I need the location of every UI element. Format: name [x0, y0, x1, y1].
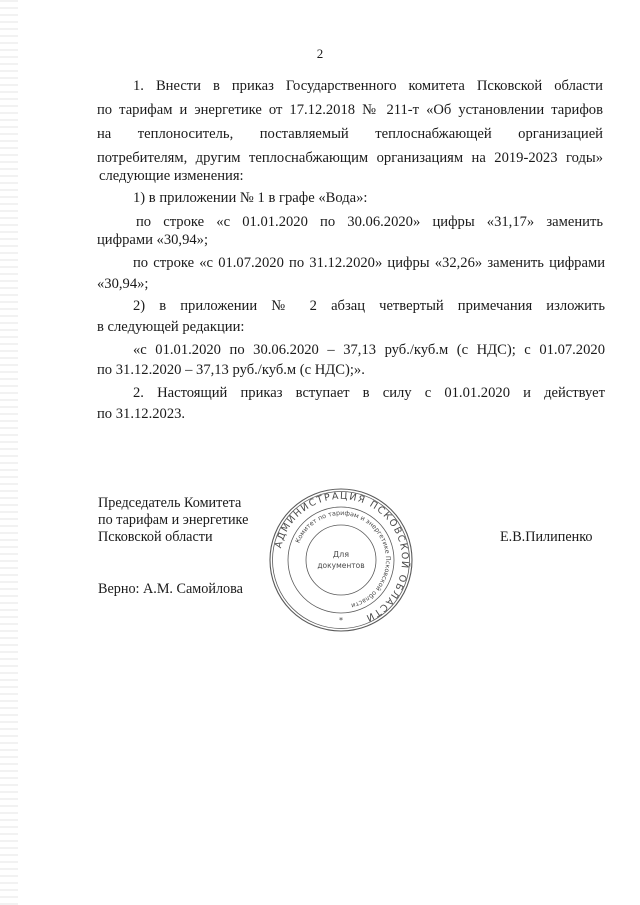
p7-line2: по 31.12.2023.: [97, 406, 186, 422]
p4-line2: «30,94»;: [97, 276, 149, 292]
p6-line1: «с 01.01.2020 по 30.06.2020 – 37,13 руб./куб.м (с НДС); с 01.07.2020: [133, 342, 605, 358]
p4-line1: по строке «с 01.07.2020 по 31.12.2020» цифры «32,26» заменить цифрами: [133, 255, 605, 271]
p1-line3: на теплоноситель, поставляемый теплоснабжающей организацией: [97, 126, 603, 142]
signer-position-line2: по тарифам и энергетике: [98, 512, 249, 528]
p1-line2: по тарифам и энергетике от 17.12.2018 № 211-т «Об установлении тарифов: [97, 102, 603, 118]
seal-outer-text: АДМИНИСТРАЦИЯ ПСКОВСКОЙ ОБЛАСТИ: [273, 490, 411, 624]
signer-position-line3: Псковской области: [98, 529, 213, 545]
seal-center-line2: документов: [317, 561, 365, 570]
scan-edge: [0, 0, 18, 905]
page-number: 2: [316, 46, 324, 61]
p1-line1: 1. Внести в приказ Государственного комитета Псковской области: [133, 78, 603, 94]
p5-line2: в следующей редакции:: [97, 319, 245, 335]
p6-line2: по 31.12.2020 – 37,13 руб./куб.м (с НДС);».: [97, 362, 365, 378]
p2-line1: 1) в приложении № 1 в графе «Вода»:: [133, 190, 368, 206]
p3-line2: цифрами «30,94»;: [97, 232, 209, 248]
seal-inner-text: Комитет по тарифам и энергетике Псковской области: [293, 508, 393, 610]
p1-line5: следующие изменения:: [99, 168, 244, 184]
seal-star-icon: *: [339, 616, 343, 625]
signer-position-line1: Председатель Комитета: [98, 495, 242, 511]
signer-name: Е.В.Пилипенко: [500, 529, 593, 545]
official-seal: [268, 487, 414, 633]
p7-line1: 2. Настоящий приказ вступает в силу с 01.01.2020 и действует: [133, 385, 605, 401]
seal-center-line1: Для: [332, 550, 350, 559]
verified-by: Верно: А.М. Самойлова: [98, 581, 243, 597]
signer-position: [98, 495, 248, 546]
p1-line4: потребителям, другим теплоснабжающим организациям на 2019-2023 годы»: [97, 150, 603, 166]
p3-line1: по строке «с 01.01.2020 по 30.06.2020» цифры «31,17» заменить: [136, 214, 603, 230]
p5-line1: 2) в приложении № 2 абзац четвертый примечания изложить: [133, 298, 605, 314]
